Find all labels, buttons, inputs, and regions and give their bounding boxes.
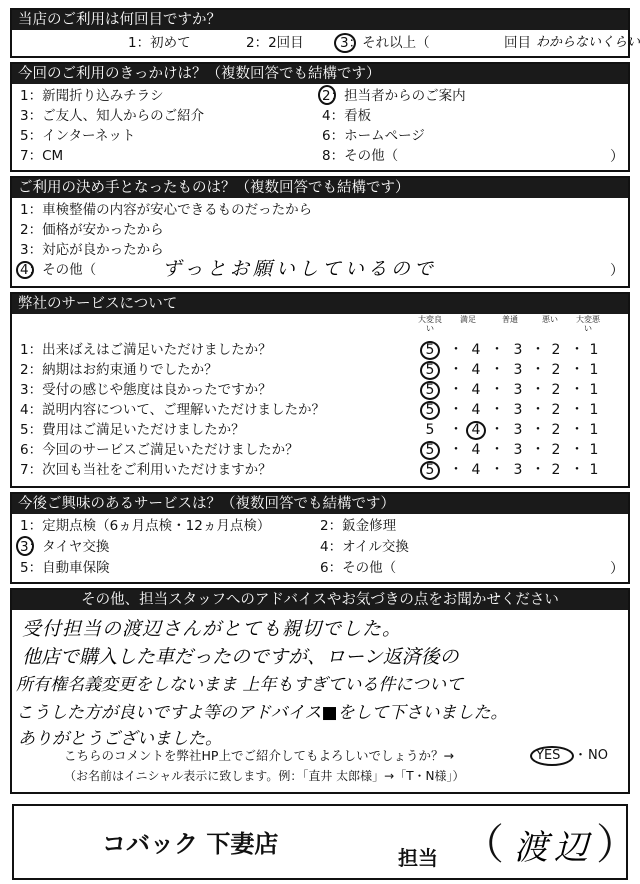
q1-option-1[interactable]: 1：初めて <box>128 35 191 51</box>
q3-body <box>12 198 628 286</box>
rating-question: 2：納期はお約束通りでしたか？ <box>20 362 218 378</box>
rating-option-2[interactable]: 2 <box>551 442 561 458</box>
rating-separator: ・ <box>531 462 545 478</box>
rating-question: 4：説明内容について、ご理解いただけましたか？ <box>20 402 326 418</box>
rating-selection-circle <box>466 421 486 440</box>
rating-separator: ・ <box>449 422 463 438</box>
rating-separator: ・ <box>570 382 584 398</box>
rating-separator: ・ <box>490 422 504 438</box>
rating-option-4[interactable]: 4 <box>471 402 481 418</box>
rating-option-3[interactable]: 3 <box>513 422 523 438</box>
q3-title: ご利用の決め手となったものは？（複数回答でも結構です） <box>12 178 628 198</box>
rating-option-1[interactable]: 1 <box>589 462 599 478</box>
rating-option-3[interactable]: 3 <box>513 462 523 478</box>
q2-option-5[interactable]: 5：インターネット <box>20 128 136 144</box>
rating-option-3[interactable]: 3 <box>513 382 523 398</box>
q4-section <box>10 292 630 488</box>
rating-separator: ・ <box>449 362 463 378</box>
q3-handwritten-answer: ずっとお願いしているので <box>162 258 437 280</box>
q1-body <box>12 30 640 56</box>
q3-section <box>10 176 630 288</box>
staff-open-paren: （ <box>462 820 505 869</box>
q1-option-3[interactable]: 3：それ以上（ <box>340 35 430 51</box>
rating-option-2[interactable]: 2 <box>551 422 561 438</box>
rating-option-2[interactable]: 2 <box>551 462 561 478</box>
rating-option-5[interactable]: 5 <box>425 342 435 358</box>
q5-option-5[interactable]: 5：自動車保険 <box>20 560 110 576</box>
rating-separator: ・ <box>490 442 504 458</box>
consent-question: こちらのコメントを弊社HP上でご紹介してもよろしいでしょうか？→ <box>64 748 454 763</box>
rating-selection-circle <box>420 441 440 460</box>
rating-separator: ・ <box>570 342 584 358</box>
staff-label: 担当 <box>398 846 438 870</box>
consent-yes-option[interactable]: YES <box>536 748 561 763</box>
footer-box <box>12 804 639 880</box>
name-note: （お名前はイニシャル表示に致します。例：「直井 太郎様」→「T・N様」） <box>64 769 465 783</box>
rating-option-5[interactable]: 5 <box>425 382 435 398</box>
q2-option-8[interactable]: 8：その他（ <box>322 148 399 164</box>
rating-option-4[interactable]: 4 <box>471 382 481 398</box>
comment-line-1: 受付担当の渡辺さんがとても親切でした。 <box>22 618 403 640</box>
scale-label-satisfied: 満足 <box>460 315 476 324</box>
q4-title: 弊社のサービスについて <box>12 294 628 314</box>
rating-separator: ・ <box>570 462 584 478</box>
comment-line-3: 所有権名義変更をしないまま 上年もすぎている件について <box>16 675 464 695</box>
rating-option-1[interactable]: 1 <box>589 402 599 418</box>
rating-option-2[interactable]: 2 <box>551 362 561 378</box>
consent-separator: ・ <box>574 748 588 763</box>
q3-other-close: ） <box>610 263 624 279</box>
q3-option-2[interactable]: 2：価格が安かったから <box>20 222 164 238</box>
rating-question: 6：今回のサービスご満足いただけましたか？ <box>20 442 299 458</box>
rating-option-5[interactable]: 5 <box>425 462 435 478</box>
consent-no-option[interactable]: NO <box>588 748 608 763</box>
q6-title: その他、担当スタッフへのアドバイスやお気づきの点をお聞かせください <box>12 590 628 610</box>
rating-option-1[interactable]: 1 <box>589 382 599 398</box>
rating-separator: ・ <box>449 342 463 358</box>
q1-section <box>10 8 640 58</box>
q5-option-1[interactable]: 1：定期点検（6ヵ月点検・12ヵ月点検） <box>20 518 271 534</box>
q5-body <box>12 514 628 582</box>
q6-body <box>12 610 628 792</box>
rating-separator: ・ <box>570 442 584 458</box>
q2-other-close: ） <box>610 149 624 165</box>
rating-option-3[interactable]: 3 <box>513 402 523 418</box>
q1-title: 当店のご利用は何回目ですか？ <box>12 10 628 30</box>
rating-separator: ・ <box>531 342 545 358</box>
q1-handwritten-answer: わからないくらい <box>536 35 640 50</box>
rating-selection-circle <box>420 381 440 400</box>
rating-option-3[interactable]: 3 <box>513 362 523 378</box>
rating-option-1[interactable]: 1 <box>589 342 599 358</box>
q2-option-6[interactable]: 6：ホームページ <box>322 128 425 144</box>
rating-option-4[interactable]: 4 <box>471 442 481 458</box>
rating-separator: ・ <box>490 382 504 398</box>
comment-line-2: 他店で購入した車だったのですが、ローン返済後の <box>22 646 459 668</box>
q2-body <box>12 84 628 170</box>
rating-separator: ・ <box>570 402 584 418</box>
rating-question: 5：費用はご満足いただけましたか？ <box>20 422 245 438</box>
rating-option-4[interactable]: 4 <box>471 362 481 378</box>
rating-selection-circle <box>420 361 440 380</box>
rating-separator: ・ <box>449 462 463 478</box>
rating-separator: ・ <box>449 442 463 458</box>
rating-option-1[interactable]: 1 <box>589 362 599 378</box>
q2-option-3[interactable]: 3：ご友人、知人からのご紹介 <box>20 108 205 124</box>
q3-option-3[interactable]: 3：対応が良かったから <box>20 242 164 258</box>
rating-option-4[interactable]: 4 <box>471 462 481 478</box>
rating-question: 7：次回も当社をご利用いただけますか？ <box>20 462 272 478</box>
rating-option-5[interactable]: 5 <box>425 402 435 418</box>
q5-title: 今後ご興味のあるサービスは？（複数回答でも結構です） <box>12 494 628 514</box>
q2-option-4[interactable]: 4：看板 <box>322 108 372 124</box>
rating-question: 3：受付の感じや態度は良かったですか？ <box>20 382 272 398</box>
rating-option-2[interactable]: 2 <box>551 402 561 418</box>
q3-option-1[interactable]: 1：車検整備の内容が安心できるものだったから <box>20 202 313 218</box>
scale-label-very-bad: 大変悪い <box>576 315 600 333</box>
q4-body <box>12 314 628 486</box>
q5-option-6[interactable]: 6：その他（ <box>320 560 397 576</box>
rating-separator: ・ <box>490 402 504 418</box>
rating-option-1[interactable]: 1 <box>589 422 599 438</box>
rating-separator: ・ <box>570 422 584 438</box>
rating-option-2[interactable]: 2 <box>551 342 561 358</box>
q5-section <box>10 492 630 584</box>
rating-option-1[interactable]: 1 <box>589 442 599 458</box>
rating-selection-circle <box>420 341 440 360</box>
q5-option-3[interactable]: 3：タイヤ交換 <box>20 539 110 555</box>
q2-option-7[interactable]: 7：CM <box>20 148 64 164</box>
rating-option-4[interactable]: 4 <box>471 342 481 358</box>
q5-option-2[interactable]: 2：鈑金修理 <box>320 518 397 534</box>
q1-option-2[interactable]: 2：2回目 <box>246 35 304 51</box>
rating-selection-circle <box>420 461 440 480</box>
rating-option-3[interactable]: 3 <box>513 342 523 358</box>
rating-separator: ・ <box>490 362 504 378</box>
q5-other-close: ） <box>610 561 624 577</box>
rating-separator: ・ <box>449 382 463 398</box>
rating-option-5[interactable]: 5 <box>425 422 435 438</box>
q3-option-4[interactable]: 4：その他（ <box>20 262 97 278</box>
rating-separator: ・ <box>531 362 545 378</box>
q2-option-1[interactable]: 1：新聞折り込みチラシ <box>20 88 164 104</box>
scale-label-normal: 普通 <box>502 315 518 324</box>
rating-option-2[interactable]: 2 <box>551 382 561 398</box>
rating-option-5[interactable]: 5 <box>425 442 435 458</box>
scale-label-bad: 悪い <box>542 315 558 324</box>
rating-separator: ・ <box>490 342 504 358</box>
rating-separator: ・ <box>531 382 545 398</box>
rating-separator: ・ <box>531 422 545 438</box>
scale-label-very-good: 大変良い <box>418 315 442 333</box>
staff-name: 渡辺 <box>514 828 594 868</box>
q5-option-4[interactable]: 4：オイル交換 <box>320 539 409 555</box>
rating-option-5[interactable]: 5 <box>425 362 435 378</box>
rating-question: 1：出来ばえはご満足いただけましたか？ <box>20 342 272 358</box>
rating-separator: ・ <box>531 442 545 458</box>
rating-separator: ・ <box>490 462 504 478</box>
rating-option-4[interactable]: 4 <box>471 422 481 438</box>
rating-separator: ・ <box>531 402 545 418</box>
rating-separator: ・ <box>570 362 584 378</box>
shop-name: コバック 下妻店 <box>102 830 279 858</box>
rating-separator: ・ <box>449 402 463 418</box>
q2-option-2[interactable]: 2：担当者からのご案内 <box>322 88 466 104</box>
comment-line-5: ありがとうございました。 <box>18 729 222 749</box>
staff-close-paren: ） <box>596 820 639 869</box>
q6-section <box>10 588 630 794</box>
rating-option-3[interactable]: 3 <box>513 442 523 458</box>
q2-section <box>10 62 630 172</box>
q1-times-label: 回目 <box>504 35 531 51</box>
comment-line-4: こうした方が良いですよ等のアドバイス■をして下さいました。 <box>16 703 508 723</box>
q2-title: 今回のご利用のきっかけは？（複数回答でも結構です） <box>12 64 628 84</box>
rating-selection-circle <box>420 401 440 420</box>
